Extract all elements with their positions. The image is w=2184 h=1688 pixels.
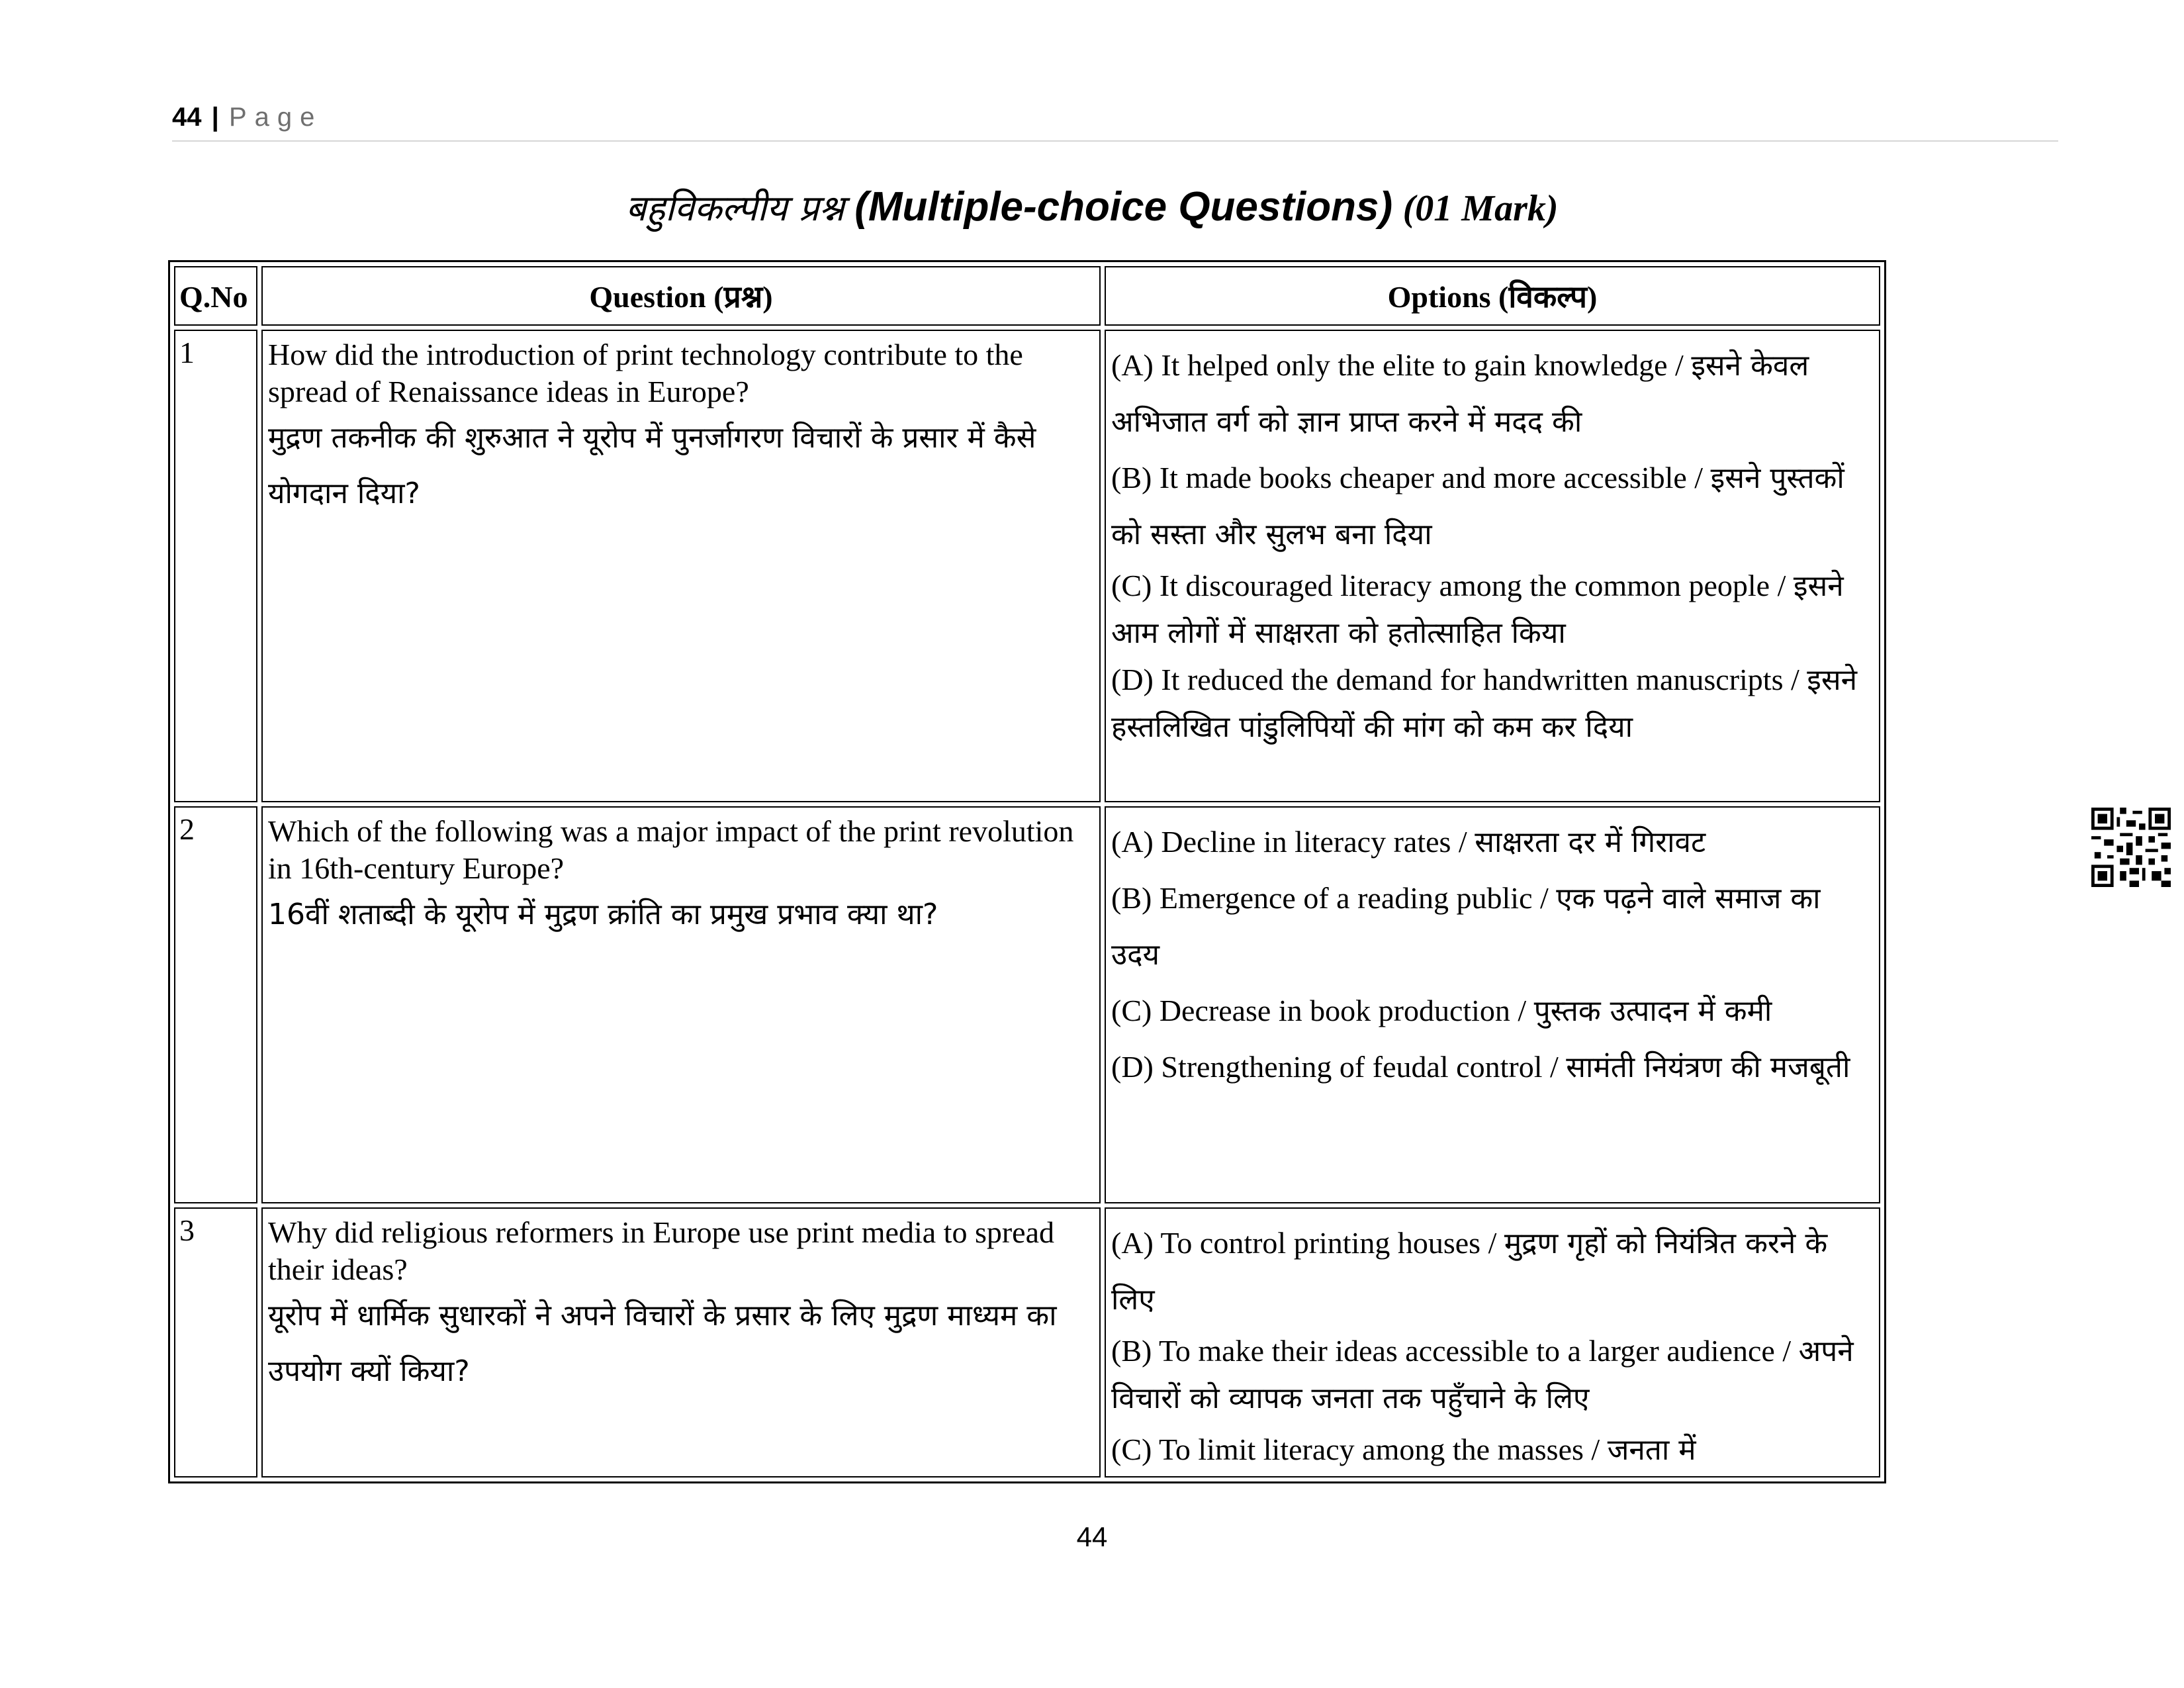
option-en: (C) It discouraged literacy among the common people /: [1111, 569, 1786, 602]
row-1-options: [1105, 330, 1880, 802]
option-en: (C) Decrease in book production /: [1111, 994, 1527, 1027]
row-2-option-d: [1111, 1039, 1874, 1096]
option-en: (B) To make their ideas accessible to a larger audience /: [1111, 1334, 1792, 1368]
row-1-question-hi: मुद्रण तकनीक की शुरुआत ने यूरोप में पुनर्जागरण विचारों के प्रसार में कैसे योगदान दिया?: [268, 421, 1036, 510]
option-en: (D) It reduced the demand for handwritten manuscripts /: [1111, 663, 1799, 696]
option-hi: इसने हस्तलिखित पांडुलिपियों की मांग को कम कर दिया: [1111, 663, 1858, 744]
row-2-question: [261, 806, 1101, 1203]
mcq-table: [168, 260, 1886, 1483]
footer-page-number: 44: [1076, 1521, 1108, 1552]
option-hi: इसने पुस्तकों को सस्ता और सुलभ बना दिया: [1111, 461, 1844, 551]
header-question: [261, 266, 1101, 326]
header-qno: Q.No: [174, 266, 257, 326]
option-hi: अपने विचारों को व्यापक जनता तक पहुँचाने के लिए: [1111, 1335, 1854, 1415]
row-1-question-en: How did the introduction of print technology contribute to the spread of Renaissance ideas in Europe?: [268, 338, 1023, 408]
option-hi: साक्षरता दर में गिरावट: [1475, 825, 1706, 859]
row-1-option-b: [1111, 450, 1874, 563]
row-2-option-b: [1111, 870, 1874, 983]
option-hi: जनता में: [1607, 1433, 1696, 1467]
row-1-option-c: [1111, 563, 1874, 657]
row-2-number: 2: [174, 806, 257, 1203]
option-en: (B) Emergence of a reading public /: [1111, 881, 1549, 915]
row-3-option-c: [1111, 1422, 1874, 1477]
row-3-question-en: Why did religious reformers in Europe use print media to spread their ideas?: [268, 1215, 1055, 1286]
option-hi: एक पढ़ने वाले समाज का उदय: [1111, 882, 1821, 972]
option-en: (A) It helped only the elite to gain knowledge /: [1111, 348, 1684, 382]
page-header: [172, 99, 2058, 142]
row-1-option-d: [1111, 657, 1874, 751]
option-en: (C) To limit literacy among the masses /: [1111, 1432, 1600, 1466]
row-1-option-a: [1111, 338, 1874, 450]
section-title: [0, 177, 2184, 238]
option-en: (A) To control printing houses /: [1111, 1226, 1497, 1260]
qr-code-icon: [2091, 808, 2171, 887]
option-hi: इसने केवल अभिजात वर्ग को ज्ञान प्राप्त करने में मदद की: [1111, 349, 1809, 439]
option-hi: पुस्तक उत्पादन में कमी: [1533, 994, 1772, 1028]
header-page-number: 44: [172, 103, 202, 132]
option-en: (D) Strengthening of feudal control /: [1111, 1050, 1559, 1084]
row-2-question-en: Which of the following was a major impact of the print revolution in 16th-century Europe?: [268, 814, 1074, 885]
title-marks: (01 Mark): [1402, 188, 1559, 229]
row-2-options: [1105, 806, 1880, 1203]
title-english: (Multiple-choice Questions): [854, 184, 1393, 230]
row-3-options: [1105, 1207, 1880, 1477]
option-hi: सामंती नियंत्रण की मजबूती: [1566, 1051, 1850, 1084]
row-3-question-hi: यूरोप में धार्मिक सुधारकों ने अपने विचारों के प्रसार के लिए मुद्रण माध्यम का उपयोग क्यों किया?: [268, 1299, 1057, 1388]
header-question-label: Question (प्रश्न): [589, 280, 773, 314]
row-2-option-c: [1111, 983, 1874, 1039]
header-page-word: Page: [228, 103, 323, 132]
option-en: (A) Decline in literacy rates /: [1111, 825, 1467, 859]
header-options: [1105, 266, 1880, 326]
row-3-number: 3: [174, 1207, 257, 1477]
row-3-option-b: [1111, 1328, 1874, 1422]
row-3-question: [261, 1207, 1101, 1477]
row-1-question: [261, 330, 1101, 802]
header-separator: |: [211, 103, 219, 132]
option-en: (B) It made books cheaper and more accessible /: [1111, 461, 1704, 494]
option-hi: इसने आम लोगों में साक्षरता को हतोत्साहित किया: [1111, 569, 1844, 650]
option-hi: मुद्रण गृहों को नियंत्रित करने के लिए: [1111, 1227, 1828, 1317]
title-hindi: बहुविकल्पीय प्रश्न: [625, 187, 844, 229]
row-3-option-a: [1111, 1215, 1874, 1328]
row-1-number: 1: [174, 330, 257, 802]
row-2-question-hi: 16वीं शताब्दी के यूरोप में मुद्रण क्रांति का प्रमुख प्रभाव क्या था?: [268, 898, 938, 931]
header-options-label: Options (विकल्प): [1387, 280, 1598, 314]
row-2-option-a: [1111, 814, 1874, 870]
